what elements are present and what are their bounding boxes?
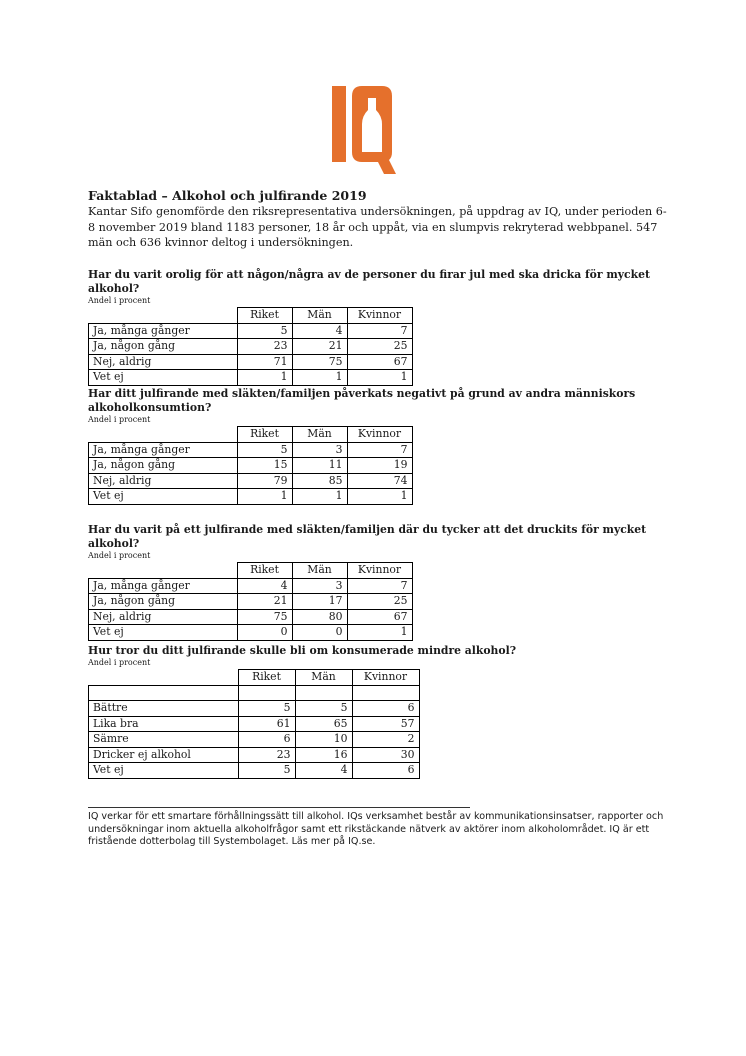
value-cell: 1 (347, 370, 412, 386)
value-cell: 5 (238, 701, 295, 717)
survey-section (88, 523, 668, 641)
value-cell: 2 (352, 732, 419, 748)
row-label: Ja, någon gång (89, 339, 238, 355)
table-row (89, 763, 420, 779)
table-row (89, 442, 413, 458)
value-cell: 7 (347, 442, 412, 458)
value-cell: 74 (347, 473, 412, 489)
table-row (89, 339, 413, 355)
results-table (88, 669, 420, 779)
table-header-row (89, 563, 413, 579)
value-cell: 11 (292, 458, 347, 474)
spacer-cell (295, 685, 352, 701)
value-cell: 19 (347, 458, 412, 474)
column-header: Män (295, 670, 352, 686)
row-label: Nej, aldrig (89, 473, 238, 489)
value-cell: 57 (352, 716, 419, 732)
column-header: Män (292, 308, 347, 324)
iq-logo (330, 84, 396, 176)
value-cell: 3 (292, 578, 347, 594)
value-cell: 85 (292, 473, 347, 489)
survey-section (88, 268, 668, 386)
page-title: Faktablad – Alkohol och julfirande 2019 (88, 188, 367, 203)
survey-section (88, 644, 668, 779)
value-cell: 4 (292, 323, 347, 339)
header-blank-cell (89, 427, 238, 443)
question-heading: Har du varit orolig för att någon/några av de personer du firar jul med ska dricka för mycket alkohol? (88, 268, 650, 295)
unit-label: Andel i procent (88, 551, 151, 560)
column-header: Kvinnor (347, 427, 412, 443)
column-header: Män (292, 563, 347, 579)
table-row (89, 609, 413, 625)
value-cell: 7 (347, 323, 412, 339)
table-row (89, 594, 413, 610)
value-cell: 5 (295, 701, 352, 717)
row-label: Bättre (89, 701, 239, 717)
row-label: Vet ej (89, 625, 238, 641)
spacer-cell (238, 685, 295, 701)
table-row (89, 370, 413, 386)
table-row (89, 458, 413, 474)
table-header-row (89, 670, 420, 686)
table-row (89, 716, 420, 732)
table-row (89, 578, 413, 594)
value-cell: 1 (237, 370, 292, 386)
question-heading: Har ditt julfirande med släkten/familjen påverkats negativt på grund av andra människors alkoholkonsumtion? (88, 387, 636, 414)
row-label: Nej, aldrig (89, 354, 238, 370)
unit-label: Andel i procent (88, 658, 151, 667)
value-cell: 16 (295, 747, 352, 763)
value-cell: 80 (292, 609, 347, 625)
table-row (89, 747, 420, 763)
value-cell: 61 (238, 716, 295, 732)
value-cell: 0 (237, 625, 292, 641)
row-label: Nej, aldrig (89, 609, 238, 625)
footer (88, 807, 668, 849)
value-cell: 67 (347, 354, 412, 370)
value-cell: 71 (237, 354, 292, 370)
value-cell: 7 (347, 578, 412, 594)
value-cell: 6 (238, 732, 295, 748)
column-header: Riket (237, 427, 292, 443)
table-row (89, 323, 413, 339)
value-cell: 75 (237, 609, 292, 625)
table-header-row (89, 427, 413, 443)
column-header: Riket (237, 563, 292, 579)
column-header: Riket (238, 670, 295, 686)
row-label: Dricker ej alkohol (89, 747, 239, 763)
value-cell: 23 (237, 339, 292, 355)
value-cell: 5 (237, 442, 292, 458)
value-cell: 15 (237, 458, 292, 474)
value-cell: 25 (347, 594, 412, 610)
row-label: Lika bra (89, 716, 239, 732)
footer-text: IQ verkar för ett smartare förhållningssätt till alkohol. IQs verksamhet består av kommunikationsinsatser, rapporter och undersökningar inom aktuella alkoholfrågor samt ett rikstäckande nätverk av aktörer inom alkoholområdet. IQ är ett fristående dotterbolag till Systembolaget. Läs mer på IQ.se. (88, 811, 664, 847)
value-cell: 4 (237, 578, 292, 594)
value-cell: 5 (237, 323, 292, 339)
table-row (89, 701, 420, 717)
spacer-cell (352, 685, 419, 701)
column-header: Kvinnor (347, 563, 412, 579)
footer-rule (88, 807, 470, 808)
column-header: Män (292, 427, 347, 443)
column-header: Kvinnor (347, 308, 412, 324)
header-blank-cell (89, 563, 238, 579)
value-cell: 0 (292, 625, 347, 641)
value-cell: 79 (237, 473, 292, 489)
table-row (89, 625, 413, 641)
value-cell: 30 (352, 747, 419, 763)
row-label: Ja, många gånger (89, 323, 238, 339)
value-cell: 75 (292, 354, 347, 370)
value-cell: 6 (352, 763, 419, 779)
table-spacer-row (89, 685, 420, 701)
value-cell: 67 (347, 609, 412, 625)
table-header-row (89, 308, 413, 324)
value-cell: 21 (292, 339, 347, 355)
row-label: Sämre (89, 732, 239, 748)
unit-label: Andel i procent (88, 415, 151, 424)
table-row (89, 354, 413, 370)
row-label: Ja, många gånger (89, 578, 238, 594)
row-label: Ja, någon gång (89, 594, 238, 610)
intro-paragraph: Kantar Sifo genomförde den riksrepresentativa undersökningen, på uppdrag av IQ, under perioden 6-8 november 2019 bland 1183 personer, 18 år och uppåt, via en slumpvis rekryterad webbpanel. 547 män och 636 kvinnor deltog i undersökningen. (88, 205, 667, 249)
value-cell: 1 (347, 489, 412, 505)
column-header: Kvinnor (352, 670, 419, 686)
value-cell: 17 (292, 594, 347, 610)
column-header: Riket (237, 308, 292, 324)
value-cell: 1 (237, 489, 292, 505)
row-label: Ja, många gånger (89, 442, 238, 458)
value-cell: 25 (347, 339, 412, 355)
unit-label: Andel i procent (88, 296, 151, 305)
results-table (88, 562, 413, 641)
row-label: Vet ej (89, 489, 238, 505)
results-table (88, 426, 413, 505)
value-cell: 3 (292, 442, 347, 458)
value-cell: 5 (238, 763, 295, 779)
results-table (88, 307, 413, 386)
value-cell: 1 (292, 489, 347, 505)
row-label: Vet ej (89, 370, 238, 386)
header-blank-cell (89, 308, 238, 324)
value-cell: 6 (352, 701, 419, 717)
value-cell: 21 (237, 594, 292, 610)
question-heading: Hur tror du ditt julfirande skulle bli om konsumerade mindre alkohol? (88, 644, 517, 657)
document-body (88, 188, 668, 251)
header-blank-cell (89, 670, 239, 686)
value-cell: 1 (347, 625, 412, 641)
table-row (89, 489, 413, 505)
value-cell: 10 (295, 732, 352, 748)
table-row (89, 473, 413, 489)
value-cell: 1 (292, 370, 347, 386)
spacer-cell (89, 685, 239, 701)
value-cell: 23 (238, 747, 295, 763)
row-label: Ja, någon gång (89, 458, 238, 474)
value-cell: 65 (295, 716, 352, 732)
question-heading: Har du varit på ett julfirande med släkten/familjen där du tycker att det druckits för mycket alkohol? (88, 523, 647, 550)
row-label: Vet ej (89, 763, 239, 779)
survey-section (88, 387, 668, 505)
value-cell: 4 (295, 763, 352, 779)
table-row (89, 732, 420, 748)
